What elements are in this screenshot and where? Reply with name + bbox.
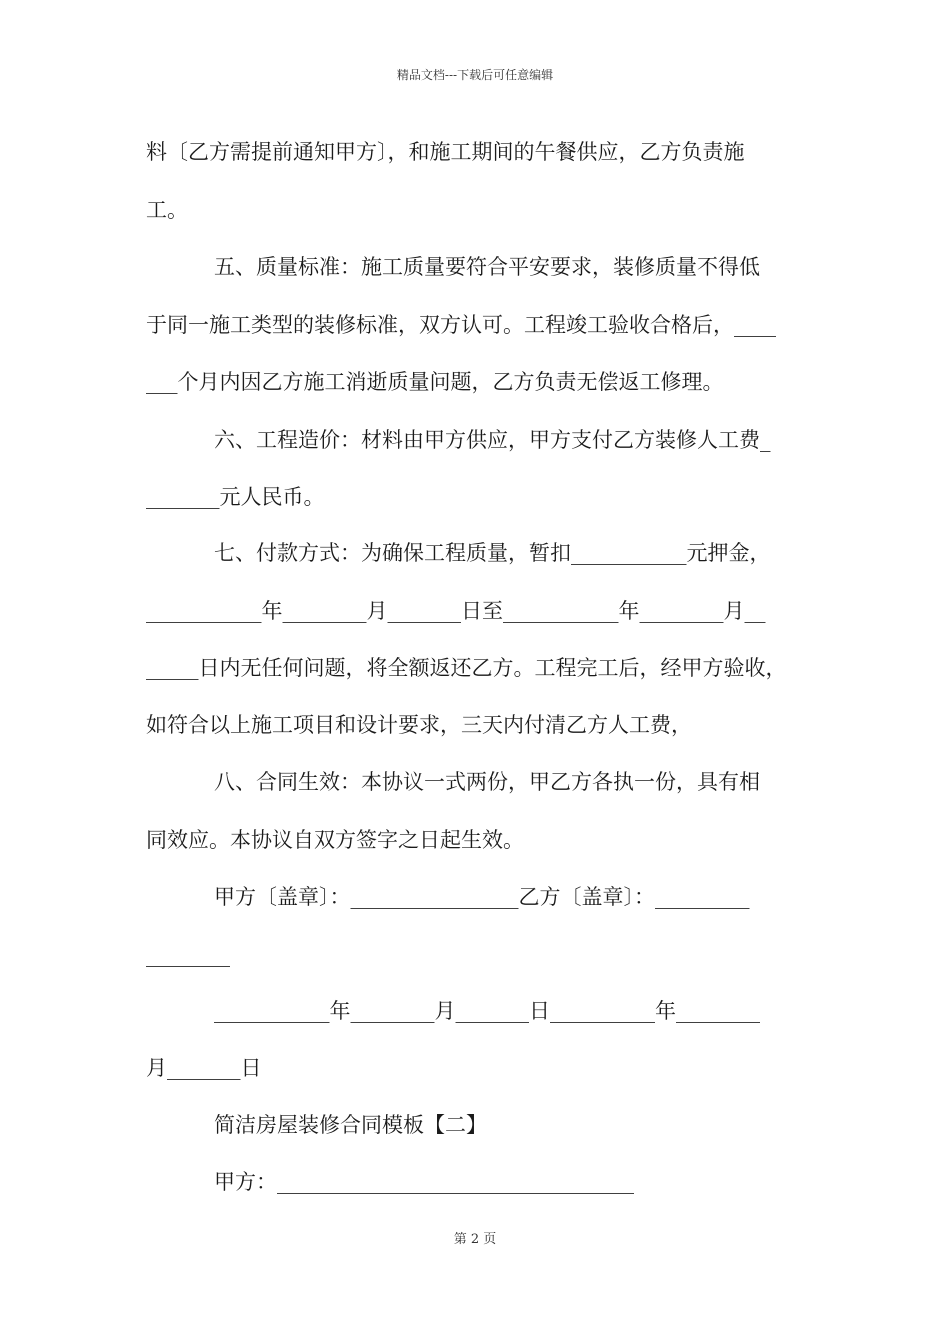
- section-seven-heading: 七、付款方式：为确保工程质量，暂扣___________元押金，: [214, 541, 771, 565]
- paragraph-line: ___________年________月_______日至___________年________月__: [146, 599, 766, 623]
- paragraph-line: _____日内无任何问题，将全额返还乙方。工程完工后，经甲方验收，: [146, 656, 787, 680]
- date-line: ___________年________月_______日__________年________: [214, 999, 760, 1023]
- page-number: 第 2 页: [453, 1232, 497, 1247]
- paragraph-line: 同效应。本协议自双方签字之日起生效。: [146, 828, 524, 852]
- paragraph-line: ___个月内因乙方施工消逝质量问题，乙方负责无偿返工修理。: [146, 370, 724, 394]
- section-six-heading: 六、工程造价：材料由甲方供应，甲方支付乙方装修人工费_: [214, 428, 771, 452]
- section-eight-heading: 八、合同生效：本协议一式两份，甲乙方各执一份，具有相: [214, 770, 760, 794]
- page-header: 精品文档---下载后可任意编辑: [396, 68, 554, 82]
- party-a-field: 甲方：__________________________________: [214, 1170, 634, 1194]
- signature-line: 甲方〔盖章〕：________________乙方〔盖章〕：_________: [214, 885, 750, 909]
- paragraph-line: 于同一施工类型的装修标准，双方认可。工程竣工验收合格后，____: [146, 313, 776, 337]
- signature-line: ________: [146, 943, 230, 967]
- paragraph-line: 工。: [146, 198, 188, 222]
- paragraph-line: _______元人民币。: [146, 485, 325, 509]
- paragraph-line: 如符合以上施工项目和设计要求，三天内付清乙方人工费，: [146, 713, 692, 737]
- section-five-heading: 五、质量标准：施工质量要符合平安要求，装修质量不得低: [214, 255, 760, 279]
- template-title: 简洁房屋装修合同模板【二】: [214, 1113, 487, 1137]
- date-line: 月_______日: [146, 1056, 262, 1080]
- paragraph-line: 料〔乙方需提前通知甲方〕，和施工期间的午餐供应，乙方负责施: [146, 140, 745, 164]
